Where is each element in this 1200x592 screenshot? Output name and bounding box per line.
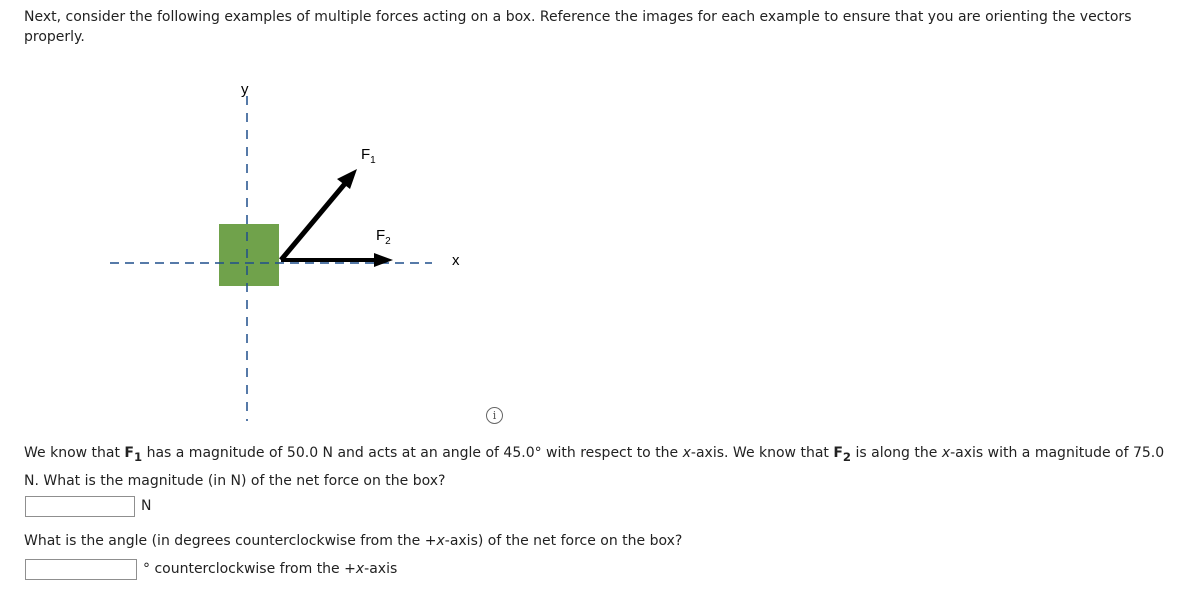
force-diagram-svg: [100, 76, 480, 426]
q1-part5: -axis with a magnitude of 75.0 N. What is the magnitude (in N) of the net force on the box?: [24, 445, 1165, 489]
box: [219, 224, 279, 286]
question1-text: [24, 441, 1174, 493]
force1-arrow-shaft: [281, 180, 348, 260]
q1-part2: has a magnitude of 50.0 N and acts at an angle of 45.0° with respect to the: [142, 445, 683, 461]
answer1-unit: N: [141, 498, 152, 514]
force-diagram: [100, 76, 480, 426]
answer2-unit-part2: -axis: [364, 561, 398, 577]
q1-f1: [124, 445, 143, 464]
q1-part3: -axis. We know that: [690, 445, 834, 461]
answer2-unit: [143, 559, 397, 580]
q1-f2: [833, 445, 852, 464]
q2-x: x: [436, 533, 445, 549]
net-force-magnitude-input[interactable]: [25, 496, 135, 517]
force2-label-letter: F: [376, 227, 386, 244]
answer2-row: [25, 557, 397, 582]
q1-f1-letter: F: [124, 445, 134, 461]
q1-f2-sub: 2: [842, 449, 852, 464]
q1-x1: x: [682, 445, 691, 461]
q1-part1: We know that: [24, 445, 125, 461]
force2-label: [376, 227, 391, 247]
answer2-unit-part1: ° counterclockwise from the +: [143, 561, 356, 577]
force1-label-letter: F: [361, 146, 371, 163]
net-force-angle-input[interactable]: [25, 559, 137, 580]
answer2-unit-x: x: [355, 561, 365, 577]
q1-f2-letter: F: [833, 445, 843, 461]
q1-x2: x: [941, 445, 951, 461]
force1-label: [361, 146, 376, 166]
force1-label-sub: 1: [370, 155, 376, 166]
q1-part4: is along the: [851, 445, 942, 461]
intro-text: Next, consider the following examples of multiple forces acting on a box. Reference the images for each example to ensure that you are orienting the vectors properly.: [24, 9, 1132, 45]
q2-part1: What is the angle (in degrees counterclockwise from the +: [24, 533, 437, 549]
q2-part2: -axis) of the net force on the box?: [444, 533, 683, 549]
info-icon[interactable]: i: [486, 407, 503, 424]
question2-text: [24, 529, 1174, 553]
force2-label-sub: 2: [385, 236, 391, 247]
y-axis-label: y: [241, 81, 249, 98]
force2-arrowhead: [374, 253, 393, 267]
x-axis-label: x: [452, 252, 460, 269]
answer1-row: [25, 494, 151, 519]
q1-f1-sub: 1: [134, 449, 143, 464]
